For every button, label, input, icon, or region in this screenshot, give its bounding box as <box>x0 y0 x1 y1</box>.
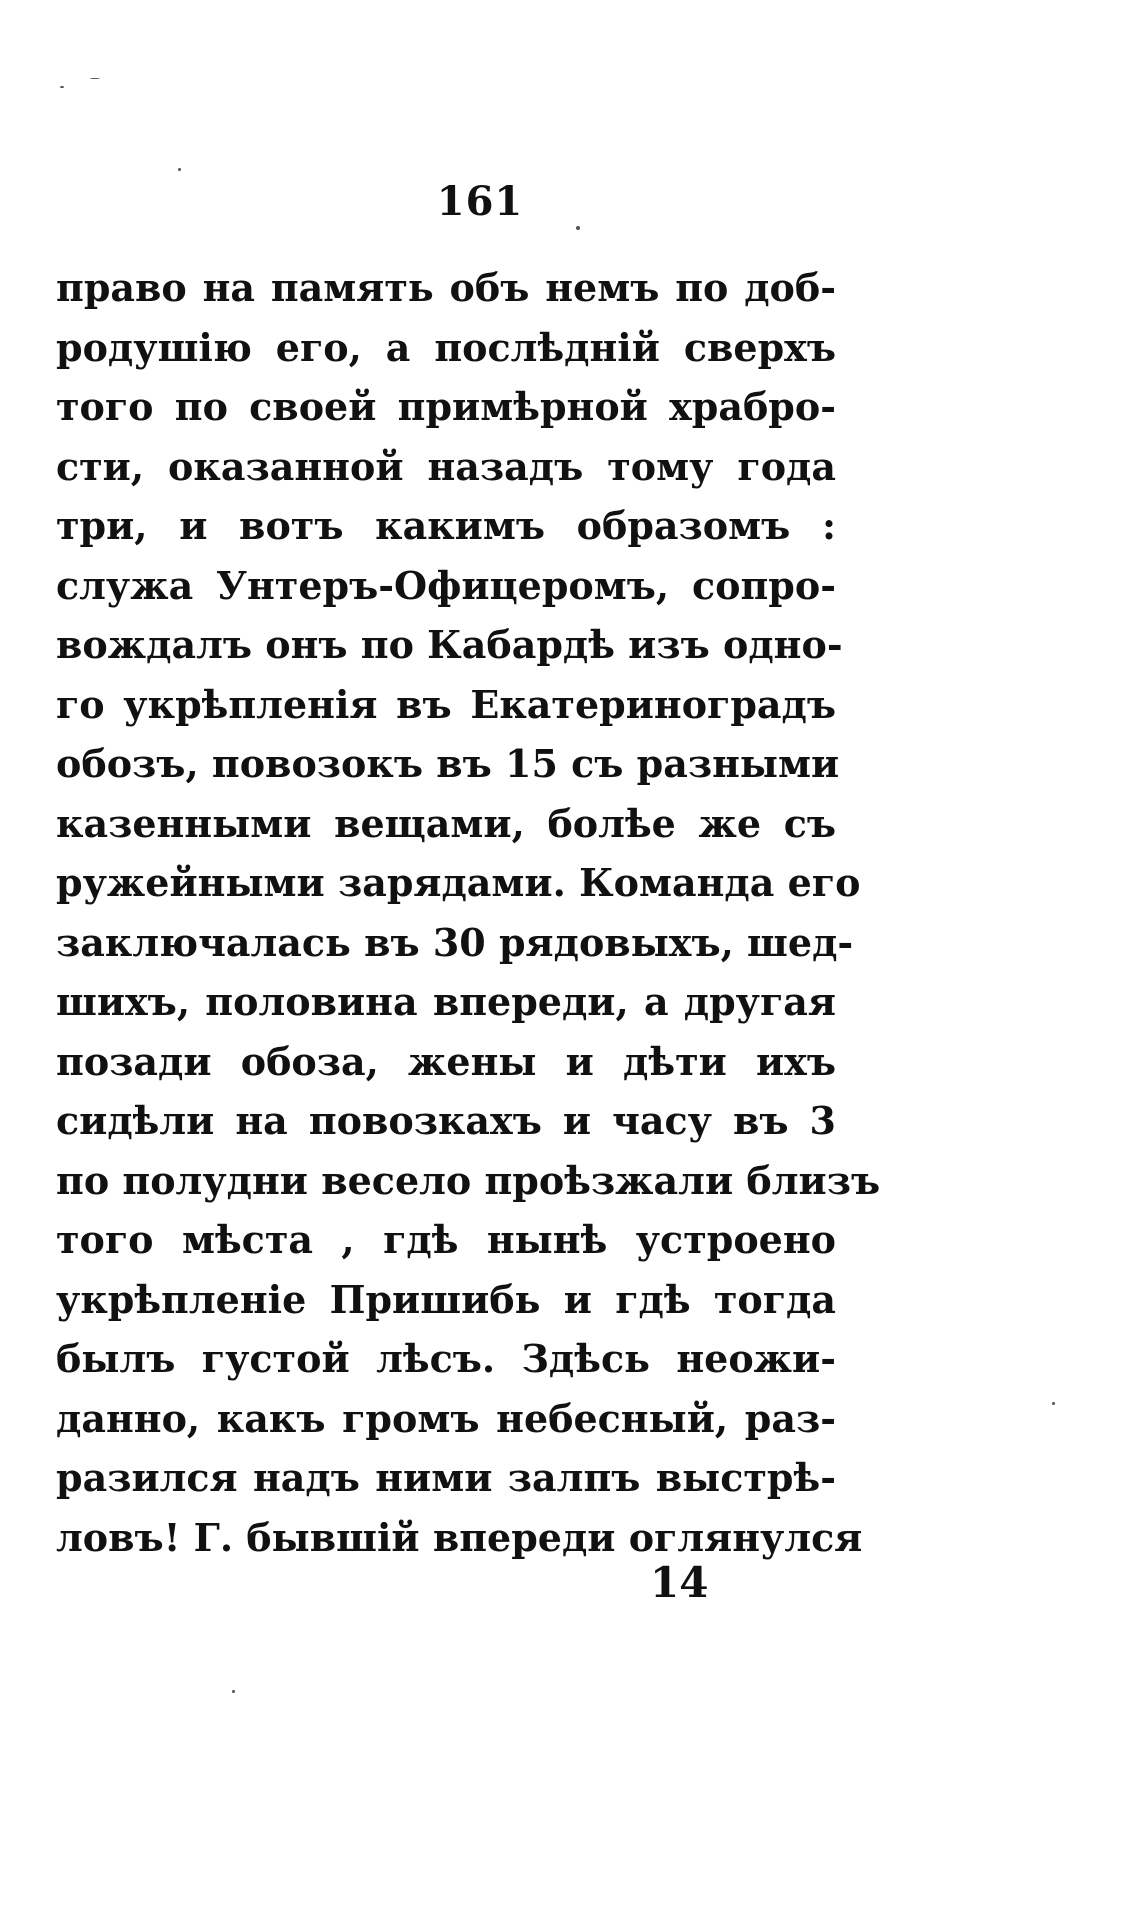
text-line: разился надъ ними залпъ выстрѣ- <box>56 1455 836 1500</box>
body-text <box>56 258 881 1567</box>
text-line: укрѣпленіе Пришибь и гдѣ тогда <box>56 1276 836 1322</box>
scan-speck <box>178 168 181 171</box>
text-line: ружейными зарядами. Команда его <box>56 860 861 905</box>
text-line: по полудни весело проѣзжали близъ <box>56 1157 881 1203</box>
text-line: родушію его, а послѣдній сверхъ <box>56 324 836 370</box>
text-line: служа Унтеръ-Офицеромъ, сопро- <box>56 562 836 608</box>
text-line: былъ густой лѣсъ. Здѣсь неожи- <box>56 1336 836 1381</box>
page-number: 161 <box>436 178 524 225</box>
text-line: ловъ! Г. бывшій впереди оглянулся <box>56 1514 863 1560</box>
text-line: го укрѣпленія въ Екатериноградъ <box>56 681 836 727</box>
text-line: шихъ, половина впереди, а другая <box>56 979 836 1024</box>
text-line: сидѣли на повозкахъ и часу въ 3 <box>56 1098 836 1143</box>
scan-speck <box>232 1690 235 1693</box>
text-line: три, и вотъ какимъ образомъ : <box>56 503 836 548</box>
text-line: того мѣста , гдѣ нынѣ устроено <box>56 1217 836 1262</box>
scan-speck <box>90 78 100 79</box>
text-line: позади обоза, жены и дѣти ихъ <box>56 1038 836 1084</box>
text-line: данно, какъ громъ небесный, раз- <box>56 1395 836 1441</box>
scan-speck <box>1052 1402 1055 1405</box>
text-line: обозъ, повозокъ въ 15 съ разными <box>56 741 840 786</box>
text-line: заключалась въ 30 рядовыхъ, шед- <box>56 919 854 965</box>
text-line: того по своей примѣрной храбро- <box>56 384 836 429</box>
text-line: казенными вещами, болѣе же съ <box>56 800 836 846</box>
scan-speck <box>60 86 64 88</box>
text-line: право на память объ немъ по доб- <box>56 265 836 310</box>
signature-mark: 14 <box>650 1558 709 1607</box>
scan-speck <box>576 226 580 230</box>
text-line: сти, оказанной назадъ тому года <box>56 443 836 489</box>
text-line: вождалъ онъ по Кабардѣ изъ одно- <box>56 622 843 667</box>
